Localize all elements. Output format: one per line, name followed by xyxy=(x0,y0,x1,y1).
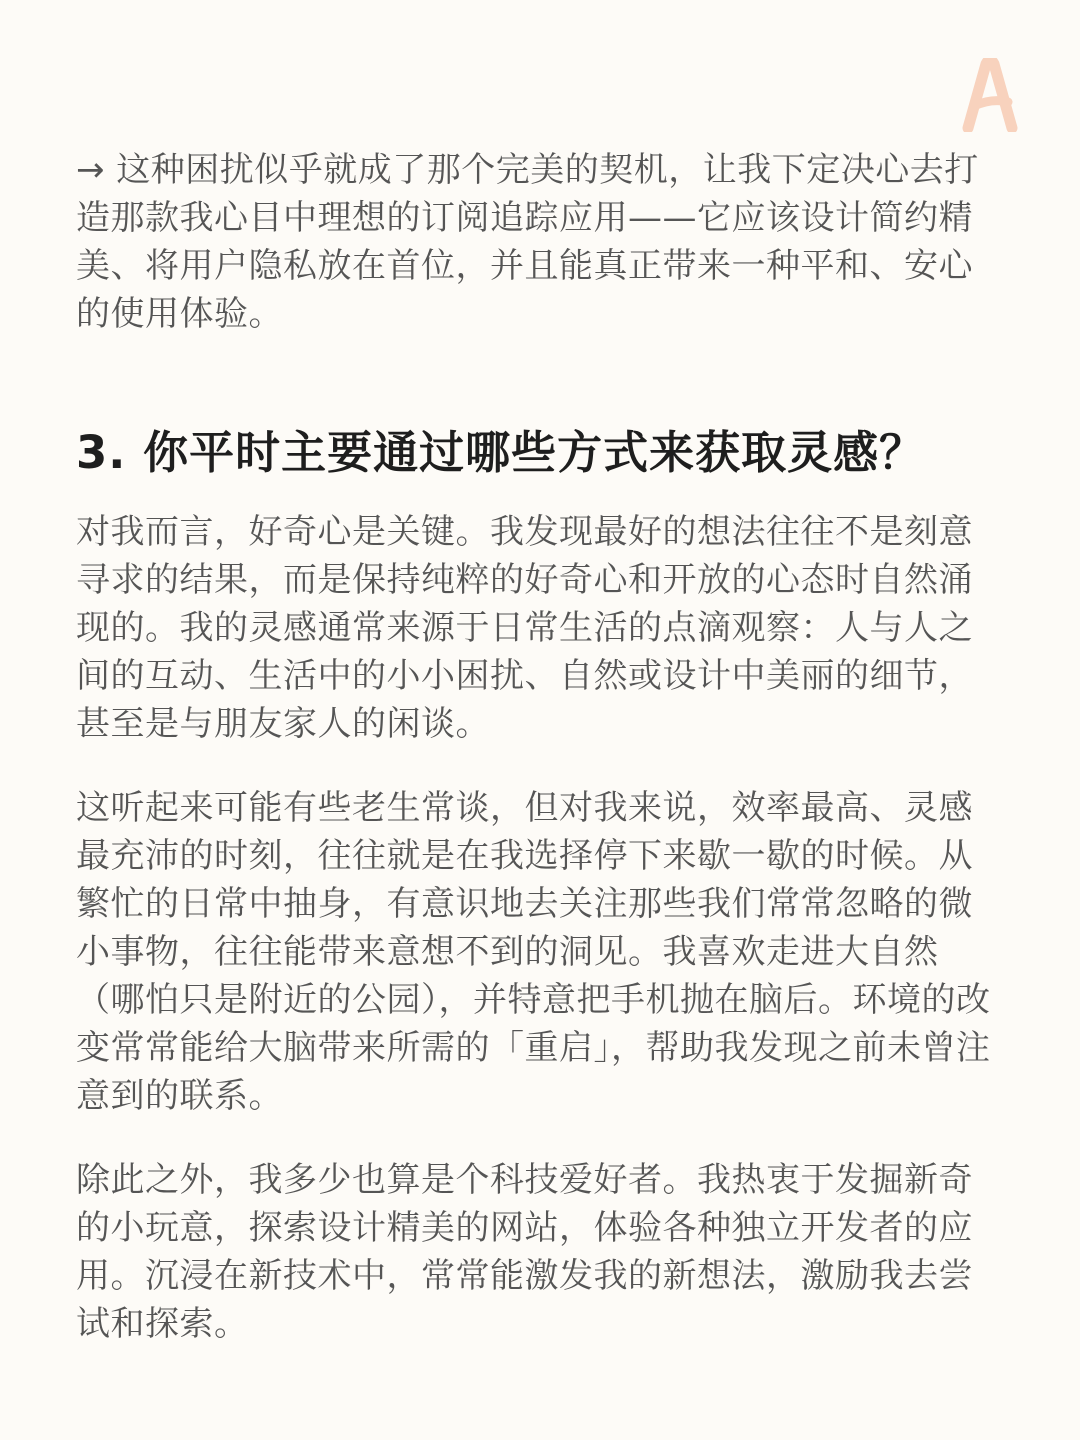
section-heading: 3. 你平时主要通过哪些方式来获取灵感？ xyxy=(76,426,926,479)
paragraph-curiosity: 对我而言，好奇心是关键。我发现最好的想法往往不是刻意寻求的结果，而是保持纯粹的好奇心和开放的心态时自然涌现的。我的灵感通常来源于日常生活的点滴观察：人与人之间的互动、生活中的小小困扰、自然或设计中美丽的细节，甚至是与朋友家人的闲谈。 xyxy=(76,512,973,744)
article-body xyxy=(76,146,1006,1348)
intro-paragraph: → 这种困扰似乎就成了那个完美的契机，让我下定决心去打造那款我心目中理想的订阅追踪应用——它应该设计简约精美、将用户隐私放在首位，并且能真正带来一种平和、安心的使用体验。 xyxy=(76,150,979,334)
paragraph-tech: 除此之外，我多少也算是个科技爱好者。我热衷于发掘新奇的小玩意，探索设计精美的网站，体验各种独立开发者的应用。沉浸在新技术中，常常能激发我的新想法，激励我去尝试和探索。 xyxy=(76,1160,973,1344)
letter-a-logo-icon xyxy=(962,58,1018,132)
paragraph-pause: 这听起来可能有些老生常谈，但对我来说，效率最高、灵感最充沛的时刻，往往就是在我选择停下来歇一歇的时候。从繁忙的日常中抽身，有意识地去关注那些我们常常忽略的微小事物，往往能带来意想不到的洞见。我喜欢走进大自然（哪怕只是附近的公园），并特意把手机抛在脑后。环境的改变常常能给大脑带来所需的「重启」，帮助我发现之前未曾注意到的联系。 xyxy=(76,788,991,1116)
